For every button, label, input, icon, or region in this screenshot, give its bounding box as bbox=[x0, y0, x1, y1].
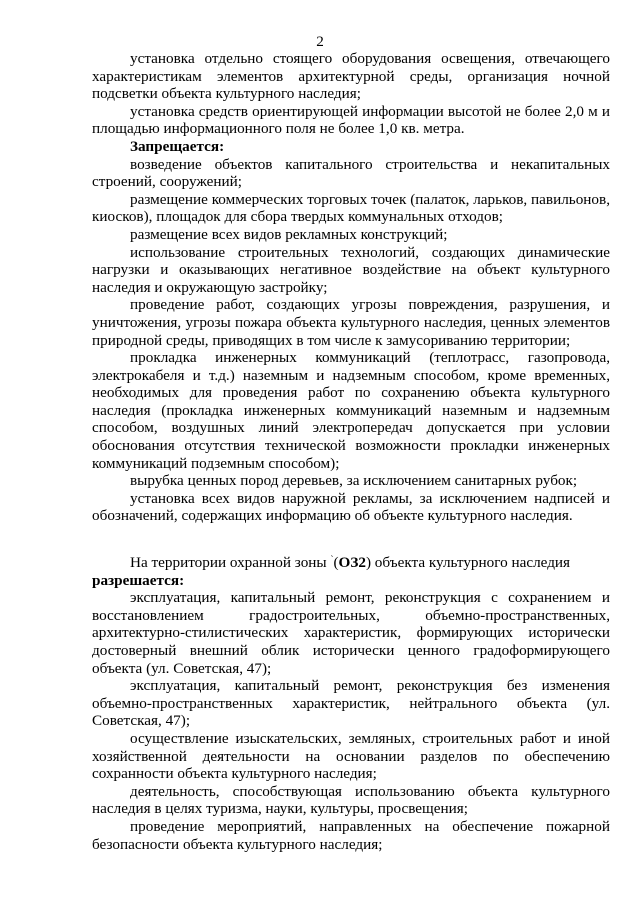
zone-intro-tail: ) объекта культурного наследия bbox=[365, 554, 571, 572]
section-heading-allowed: разрешается: bbox=[92, 571, 185, 589]
allowed-item: проведение мероприятий, направленных на обеспечение пожарной безопасности объекта культурного наследия; bbox=[92, 817, 610, 853]
zone-paren: ( bbox=[333, 554, 339, 572]
zone-intro-text: На территории охранной зоны bbox=[130, 554, 331, 572]
page-number: 2 bbox=[316, 33, 324, 50]
prohibited-item: вырубка ценных пород деревьев, за исключением санитарных рубок; bbox=[130, 472, 578, 490]
paragraph: установка средств ориентирующей информации высотой не более 2,0 м и площадью информационного поля не более 1,0 кв. метра. bbox=[92, 102, 610, 138]
prohibited-item: прокладка инженерных коммуникаций (теплотрасс, газопровода, электрокабеля и т.д.) наземным и надземным способом, кроме временных, необходимых для проведения работ по сохранению объекта культурного наследия (прокладка инженерных коммуникаций наземным и надземным способом, воздушных линий электропередач допускается при условии обоснования отсутствия технической возможности прокладки инженерных коммуникаций подземным способом); bbox=[92, 349, 610, 472]
prohibited-item: размещение коммерческих торговых точек (палаток, ларьков, павильонов, киосков), площадок для сбора твердых коммунальных отходов; bbox=[92, 190, 610, 226]
allowed-item: эксплуатация, капитальный ремонт, реконструкция без изменения объемно-пространственных характеристик, нейтрального объекта (ул. Советская, 47); bbox=[92, 677, 610, 730]
allowed-item: осуществление изыскательских, земляных, строительных работ и иной хозяйственной деятельности на основании разделов по обеспечению сохранности объекта культурного наследия; bbox=[92, 729, 610, 783]
zone-code: ОЗ2 bbox=[338, 554, 366, 572]
stray-mark: ` bbox=[330, 554, 334, 565]
paragraph: установка отдельно стоящего оборудования освещения, отвечающего характеристикам элементов архитектурной среды, организация ночной подсветки объекта культурного наследия; bbox=[92, 50, 610, 103]
prohibited-item: возведение объектов капитального строительства и некапитальных строений, сооружений; bbox=[92, 155, 610, 191]
section-heading-prohibited: Запрещается: bbox=[130, 137, 225, 155]
allowed-item: деятельность, способствующая использованию объекта культурного наследия в целях туризма, науки, культуры, просвещения; bbox=[92, 782, 610, 818]
spacer bbox=[92, 525, 610, 551]
prohibited-item: использование строительных технологий, создающих динамические нагрузки и оказывающих негативное воздействие на объект культурного наследия и окружающую застройку; bbox=[92, 243, 610, 296]
zone-intro-paragraph bbox=[92, 551, 610, 572]
document-body bbox=[92, 50, 610, 853]
prohibited-item: размещение всех видов рекламных конструкций; bbox=[130, 225, 448, 243]
allowed-item: эксплуатация, капитальный ремонт, реконструкция с сохранением и восстановлением градостроительных, объемно-пространственных, архитектурно-стилистических характеристик, формирующих исторически достоверный внешний облик исторически ценного градоформирующего объекта (ул. Советская, 47); bbox=[92, 589, 610, 677]
prohibited-item: установка всех видов наружной рекламы, за исключением надписей и обозначений, содержащих информацию об объекте культурного наследия. bbox=[92, 489, 610, 525]
prohibited-item: проведение работ, создающих угрозы повреждения, разрушения, и уничтожения, угрозы пожара объекта культурного наследия, ценных элементов природной среды, приводящих в том числе к замусориванию территории; bbox=[92, 296, 610, 349]
